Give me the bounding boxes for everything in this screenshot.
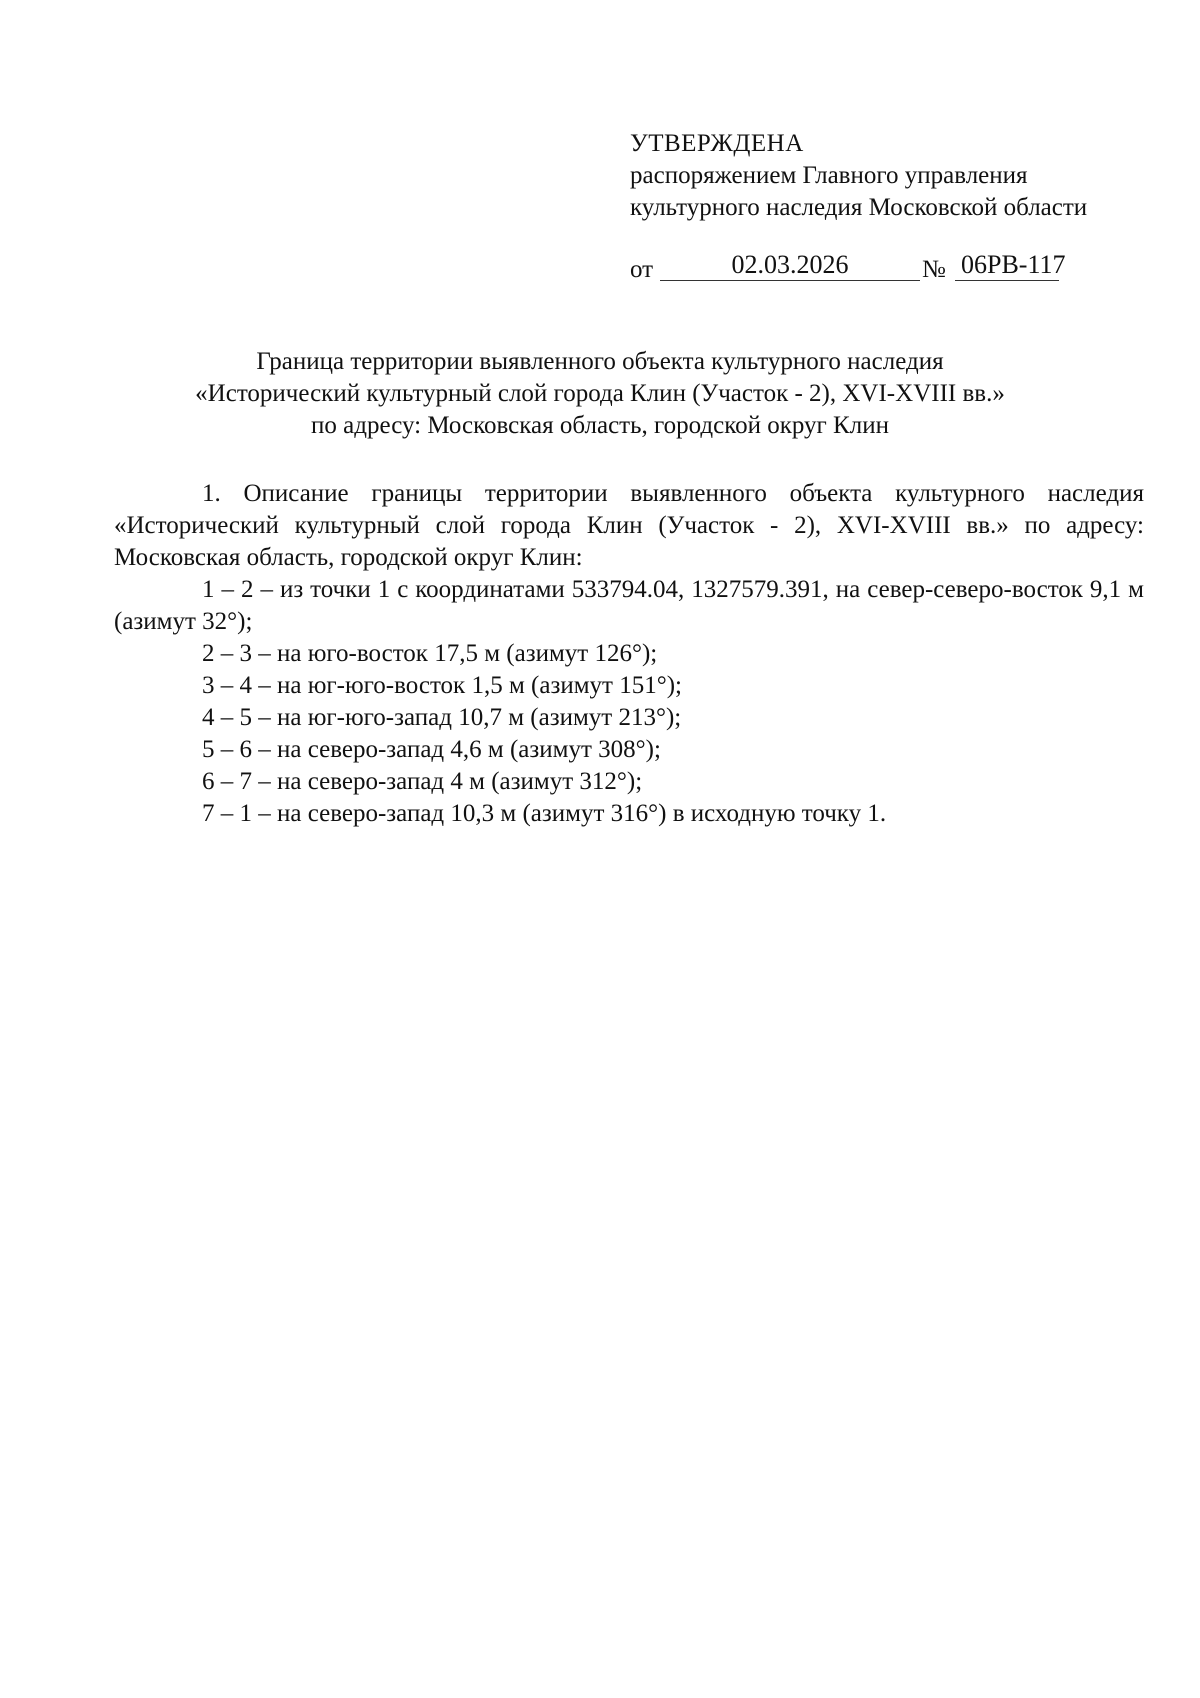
segment-1-2: 1 – 2 – из точки 1 с координатами 533794.04, 1327579.391, на север-северо-восток 9,1 м (азимут 32°);	[114, 576, 1144, 635]
segment-6-7: 6 – 7 – на северо-запад 4 м (азимут 312°);	[202, 768, 643, 795]
segment-2-3: 2 – 3 – на юго-восток 17,5 м (азимут 126°);	[202, 640, 658, 667]
title-line-1: Граница территории выявленного объекта культурного наследия	[256, 348, 944, 375]
document-title	[100, 346, 1100, 442]
segment-7-1: 7 – 1 – на северо-запад 10,3 м (азимут 316°) в исходную точку 1.	[202, 800, 887, 827]
title-line-3: по адресу: Московская область, городской округ Клин	[311, 412, 889, 439]
approval-block	[630, 128, 1150, 224]
decree-date-number-row	[630, 250, 1150, 290]
description-intro: 1. Описание границы территории выявленного объекта культурного наследия «Исторический культурный слой города Клин (Участок - 2), XVI-XVIII вв.» по адресу: Московская область, городской округ Клин:	[114, 480, 1144, 571]
approval-line-2: культурного наследия Московской области	[630, 194, 1088, 221]
boundary-description	[114, 478, 1144, 830]
decree-date: 02.03.2026	[660, 250, 920, 281]
segment-5-6: 5 – 6 – на северо-запад 4,6 м (азимут 308°);	[202, 736, 661, 763]
decree-number: 06РВ-117	[955, 250, 1059, 281]
segment-3-4: 3 – 4 – на юг-юго-восток 1,5 м (азимут 151°);	[202, 672, 682, 699]
title-line-2: «Исторический культурный слой города Клин (Участок - 2), XVI-XVIII вв.»	[195, 380, 1005, 407]
from-label: от	[630, 256, 654, 283]
approval-line-1: распоряжением Главного управления	[630, 162, 1028, 189]
segment-4-5: 4 – 5 – на юг-юго-запад 10,7 м (азимут 213°);	[202, 704, 682, 731]
approval-heading: УТВЕРЖДЕНА	[630, 130, 804, 157]
number-label: №	[922, 256, 946, 283]
